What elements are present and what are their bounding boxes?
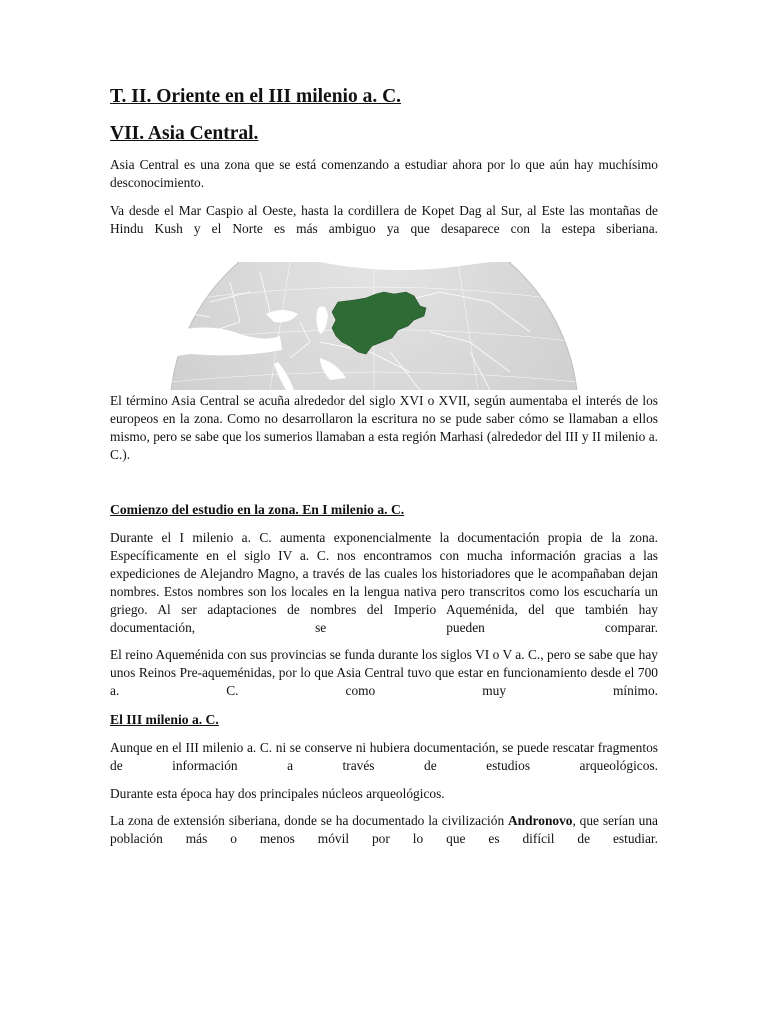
- andronovo-text-before: La zona de extensión siberiana, donde se ha documentado la civilización: [110, 813, 508, 828]
- paragraph-achaemenid: El reino Aqueménida con sus provincias se funda durante los siglos VI o V a. C., pero se sabe que hay unos Reinos Pre-aqueménidas, por lo que Asia Central tuvo que estar en funcionamiento desde el 700 a. C. como muy mínimo.: [110, 647, 658, 699]
- section-title: VII. Asia Central.: [110, 123, 259, 144]
- paragraph-andronovo: [110, 812, 658, 866]
- central-asia-map: [170, 262, 578, 390]
- paragraph-archaeology: Aunque en el III milenio a. C. ni se conserve ni hubiera documentación, se puede rescatar fragmentos de información a través de estudios arqueológicos.: [110, 740, 658, 774]
- paragraph-first-millennium: Durante el I milenio a. C. aumenta exponencialmente la documentación propia de la zona. Específicamente en el siglo IV a. C. nos encontramos con mucha información gracias a las expediciones de Alejandro Magno, a través de las cuales los historiadores que le acompañaban dejan nombres. Estos nombres son los locales en la lengua nativa pero transcritos como los escucharía un griego. Al ser adaptaciones de nombres del Imperio Aqueménida, del que también hay documentación, se pueden comparar.: [110, 530, 658, 636]
- paragraph-term: El término Asia Central se acuña alrededor del siglo XVI o XVII, según aumentaba el interés de los europeos en la zona. Como no desarrollaron la escritura no se pude saber cómo se llamaban a ellos mismo, pero se sabe que los sumerios llamaban a esta región Marhasi (alrededor del III y II milenio a. C.).: [110, 393, 658, 463]
- paragraph-nuclei: Durante esta época hay dos principales núcleos arqueológicos.: [110, 786, 445, 801]
- doc-title: T. II. Oriente en el III milenio a. C.: [110, 86, 402, 107]
- heading-study-start: Comienzo del estudio en la zona. En I milenio a. C.: [110, 502, 405, 517]
- paragraph-intro: Asia Central es una zona que se está comenzando a estudiar ahora por lo que aún hay muchísimo desconocimiento.: [110, 157, 658, 191]
- heading-third-millennium: El III milenio a. C.: [110, 712, 219, 727]
- andronovo-name: Andronovo: [507, 813, 573, 828]
- andronovo-text-after: , que serían una población más o menos móvil por lo que es difícil de estudiar.: [110, 813, 658, 847]
- paragraph-borders: Va desde el Mar Caspio al Oeste, hasta la cordillera de Kopet Dag al Sur, al Este las montañas de Hindu Kush y el Norte es más ambiguo ya que desaparece con la estepa siberiana.: [110, 203, 658, 237]
